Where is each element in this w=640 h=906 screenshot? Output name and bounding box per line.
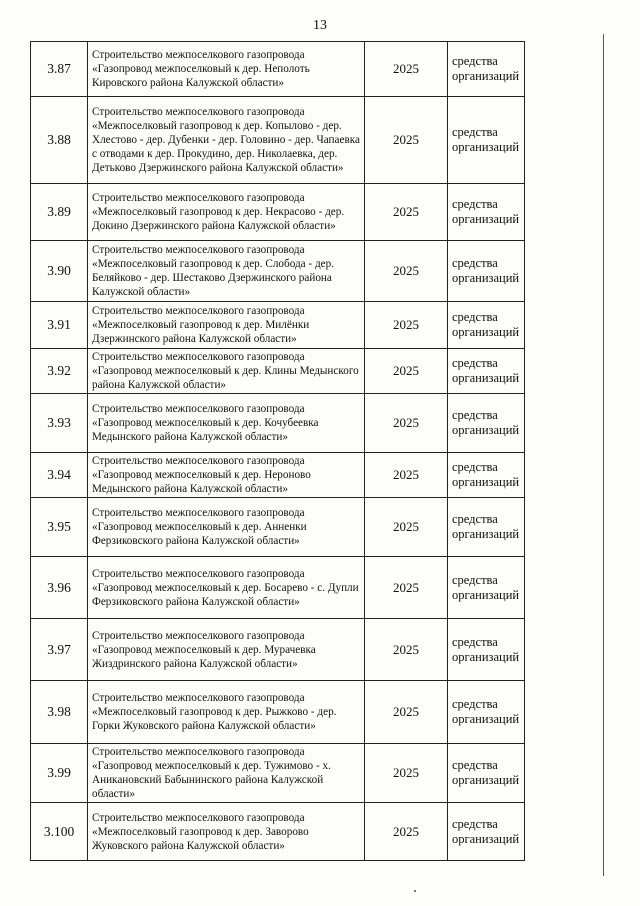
row-number: 3.97: [31, 619, 88, 681]
row-number: 3.91: [31, 302, 88, 349]
row-year: 2025: [365, 42, 448, 97]
row-number: 3.89: [31, 184, 88, 241]
row-number: 3.98: [31, 681, 88, 744]
row-description: Строительство межпоселкового газопровода «Межпоселковый газопровод к дер. Слобода - дер. Беляйково - дер. Шестаково Дзержинского района Калужской области»: [88, 241, 365, 302]
table-row: [31, 681, 525, 744]
row-year: 2025: [365, 184, 448, 241]
row-number: 3.92: [31, 349, 88, 394]
table-row: [31, 302, 525, 349]
row-description: Строительство межпоселкового газопровода «Газопровод межпоселковый к дер. Неполоть Кировского района Калужской области»: [88, 42, 365, 97]
table-row: [31, 803, 525, 861]
row-year: 2025: [365, 349, 448, 394]
row-funding-source: средства организаций: [448, 394, 525, 453]
row-funding-source: средства организаций: [448, 557, 525, 619]
row-year: 2025: [365, 557, 448, 619]
row-year: 2025: [365, 803, 448, 861]
row-funding-source: средства организаций: [448, 744, 525, 803]
right-margin-rule: [603, 34, 604, 876]
row-year: 2025: [365, 241, 448, 302]
row-number: 3.99: [31, 744, 88, 803]
row-year: 2025: [365, 681, 448, 744]
row-funding-source: средства организаций: [448, 803, 525, 861]
row-description: Строительство межпоселкового газопровода «Газопровод межпоселковый к дер. Тужимово - х. Аникановский Бабынинского района Калужской области»: [88, 744, 365, 803]
table-row: [31, 184, 525, 241]
row-number: 3.93: [31, 394, 88, 453]
table-row: [31, 241, 525, 302]
row-description: Строительство межпоселкового газопровода «Межпоселковый газопровод к дер. Милёнки Дзержинского района Калужской области»: [88, 302, 365, 349]
row-funding-source: средства организаций: [448, 349, 525, 394]
row-number: 3.87: [31, 42, 88, 97]
row-funding-source: средства организаций: [448, 184, 525, 241]
scan-speck: [414, 890, 416, 892]
row-number: 3.100: [31, 803, 88, 861]
row-number: 3.88: [31, 97, 88, 184]
row-description: Строительство межпоселкового газопровода «Межпоселковый газопровод к дер. Рыжково - дер. Горки Жуковского района Калужской области»: [88, 681, 365, 744]
row-description: Строительство межпоселкового газопровода «Межпоселковый газопровод к дер. Копылово - дер. Хлестово - дер. Дубенки - дер. Головино - дер. Чапаевка с отводами к дер. Прокудино, дер. Николаевка, дер. Детьково Дзержинского района Калужской области»: [88, 97, 365, 184]
row-number: 3.94: [31, 453, 88, 498]
row-description: Строительство межпоселкового газопровода «Газопровод межпоселковый к дер. Клины Медынского района Калужской области»: [88, 349, 365, 394]
row-description: Строительство межпоселкового газопровода «Газопровод межпоселковый к дер. Мурачевка Жиздринского района Калужской области»: [88, 619, 365, 681]
row-description: Строительство межпоселкового газопровода «Межпоселковый газопровод к дер. Заворово Жуковского района Калужской области»: [88, 803, 365, 861]
row-funding-source: средства организаций: [448, 42, 525, 97]
row-description: Строительство межпоселкового газопровода «Межпоселковый газопровод к дер. Некрасово - дер. Докино Дзержинского района Калужской области»: [88, 184, 365, 241]
row-funding-source: средства организаций: [448, 681, 525, 744]
row-number: 3.96: [31, 557, 88, 619]
table-row: [31, 42, 525, 97]
row-year: 2025: [365, 498, 448, 557]
table-row: [31, 453, 525, 498]
table-row: [31, 744, 525, 803]
row-funding-source: средства организаций: [448, 241, 525, 302]
program-table: [30, 41, 525, 861]
row-description: Строительство межпоселкового газопровода «Газопровод межпоселковый к дер. Нероново Медынского района Калужской области»: [88, 453, 365, 498]
table-row: [31, 557, 525, 619]
row-number: 3.95: [31, 498, 88, 557]
row-funding-source: средства организаций: [448, 619, 525, 681]
row-description: Строительство межпоселкового газопровода «Газопровод межпоселковый к дер. Кочубеевка Медынского района Калужской области»: [88, 394, 365, 453]
row-funding-source: средства организаций: [448, 498, 525, 557]
page-number: 13: [313, 18, 327, 33]
table-row: [31, 498, 525, 557]
table-row: [31, 97, 525, 184]
row-funding-source: средства организаций: [448, 453, 525, 498]
table-row: [31, 619, 525, 681]
row-description: Строительство межпоселкового газопровода «Газопровод межпоселковый к дер. Босарево - с. Дупли Ферзиковского района Калужской области»: [88, 557, 365, 619]
row-year: 2025: [365, 302, 448, 349]
row-year: 2025: [365, 619, 448, 681]
row-year: 2025: [365, 97, 448, 184]
row-funding-source: средства организаций: [448, 302, 525, 349]
row-description: Строительство межпоселкового газопровода «Газопровод межпоселковый к дер. Анненки Ферзиковского района Калужской области»: [88, 498, 365, 557]
row-year: 2025: [365, 453, 448, 498]
table-row: [31, 394, 525, 453]
table-row: [31, 349, 525, 394]
row-funding-source: средства организаций: [448, 97, 525, 184]
row-number: 3.90: [31, 241, 88, 302]
row-year: 2025: [365, 744, 448, 803]
row-year: 2025: [365, 394, 448, 453]
